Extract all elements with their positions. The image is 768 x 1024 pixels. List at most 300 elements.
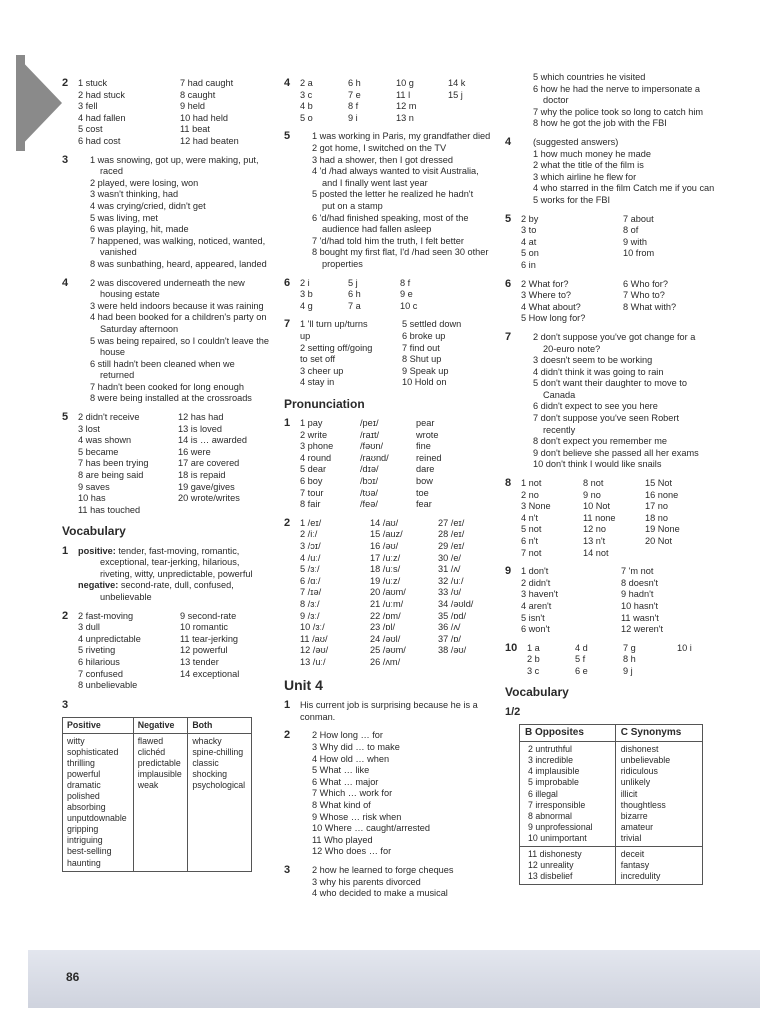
answer-line: 4 who decided to make a musical — [312, 888, 448, 899]
answer-line: 2 was discovered underneath the new — [90, 277, 245, 288]
answer-item: 4 What about? — [521, 301, 581, 312]
two-col-list — [300, 319, 502, 389]
exercise-number: 10 — [505, 641, 518, 654]
four-col-list — [300, 78, 502, 124]
answer-lines — [300, 700, 502, 723]
answer-line: Canada — [543, 389, 576, 400]
answer-line: 11 Who played — [312, 834, 373, 845]
answer-item: 9 second-rate — [180, 610, 237, 621]
answer-line: 8 don't expect you remember me — [533, 436, 668, 447]
three-col-list — [300, 278, 502, 313]
answer-item: dare — [416, 464, 435, 475]
answer-item: 11 /aʊ/ — [300, 633, 328, 644]
answer-item: 8 unbelievable — [78, 680, 138, 691]
answer-item: 6 e — [575, 666, 588, 677]
answer-item: 7 a — [348, 300, 361, 311]
answer-item: to set off — [300, 354, 336, 365]
answer-line: 3 doesn't seem to be working — [533, 355, 653, 366]
answer-line: 20-euro note? — [543, 343, 601, 354]
two-col-list — [521, 214, 727, 272]
answer-line: 6 didn't expect to see you here — [533, 401, 658, 412]
exercise-9 — [505, 566, 727, 636]
exercise-number: 2 — [62, 77, 69, 89]
answer-lines — [78, 155, 276, 271]
answer-item: 3 b — [300, 289, 313, 300]
answer-line: 2 played, were losing, won — [90, 177, 199, 188]
answer-item: 3 Where to? — [521, 290, 572, 301]
unit-exercise-2 — [284, 730, 502, 858]
answer-item: 5 /ɜː/ — [300, 564, 320, 575]
answer-line: 9 don't believe she passed all her exams — [533, 447, 699, 458]
answer-item: 33 /ʊ/ — [438, 587, 462, 598]
answer-line: house — [100, 347, 126, 358]
exercise-number: 7 — [505, 330, 512, 343]
exercise-number: 4 — [284, 77, 291, 89]
unit-4-heading: Unit 4 — [284, 676, 323, 693]
answer-item: 5 o — [300, 112, 313, 123]
exercise-5 — [62, 412, 276, 516]
answer-item: 9 hadn't — [621, 589, 654, 600]
answer-line: (suggested answers) — [533, 136, 619, 147]
answer-item: 2 i — [300, 277, 310, 288]
answer-item: 12 powerful — [180, 645, 228, 656]
answer-item: 7 not — [521, 547, 542, 558]
two-col-list — [78, 412, 276, 516]
answer-item: 11 tear-jerking — [180, 633, 239, 644]
answer-item: 4 b — [300, 101, 313, 112]
answer-item: 6 broke up — [402, 330, 446, 341]
answer-line: returned — [100, 370, 135, 381]
answer-item: 3 /ɔɪ/ — [300, 541, 321, 551]
answer-line: 8 bought my first flat, I'd /had seen 30 other — [312, 247, 489, 258]
answer-item: 31 /ʌ/ — [438, 564, 461, 575]
two-col-list — [521, 279, 727, 325]
answer-item: 8 What with? — [623, 301, 677, 312]
answer-item: toe — [416, 487, 429, 498]
answer-line: 7 happened, was walking, noticed, wanted, — [90, 235, 266, 246]
answer-item: 6 had cost — [78, 136, 121, 146]
exercise-number: 2 — [284, 729, 291, 742]
exercise-5 — [505, 214, 727, 272]
answer-item: 19 gave/gives — [178, 481, 235, 492]
answer-item: 10 g — [396, 78, 414, 88]
answer-line: 7 hadn't been cooked for long enough — [90, 381, 244, 392]
answer-line: 9 Whose … risk when — [312, 811, 402, 822]
answer-item: 9 no — [583, 489, 601, 500]
answer-item: 2 by — [521, 213, 539, 224]
answer-line: 5 was living, met — [90, 212, 158, 223]
answer-line: 3 which airline he flew for — [533, 171, 637, 182]
answer-item: 10 i — [677, 642, 692, 653]
answer-item: bow — [416, 476, 433, 487]
answer-line: 10 Where … caught/arrested — [312, 823, 430, 834]
answer-item: 13 is loved — [178, 423, 222, 434]
exercise-3 — [62, 155, 276, 271]
answer-lines — [300, 730, 502, 858]
exercise-6 — [505, 279, 727, 325]
answer-item: 7 had caught — [180, 78, 234, 88]
answer-line: doctor — [543, 95, 569, 106]
answer-item: 9 held — [180, 101, 206, 112]
answer-item: 2 didn't receive — [78, 412, 140, 423]
answer-line: 8 was sunbathing, heard, appeared, landed — [90, 258, 267, 269]
answer-item: 7 confused — [78, 668, 123, 679]
answer-item: 6 in — [521, 259, 536, 270]
answer-item: 7 /ɪə/ — [300, 587, 322, 598]
answer-item: 4 unpredictable — [78, 633, 141, 644]
answer-item: 28 /eɪ/ — [438, 529, 465, 540]
header-negative: Negative — [133, 717, 188, 733]
answer-item: 6 Who for? — [623, 278, 668, 289]
answer-line: housing estate — [100, 289, 160, 300]
answer-item: 4 /uː/ — [300, 552, 321, 563]
answer-item: 2 didn't — [521, 577, 551, 588]
answer-item: 4 round — [300, 452, 332, 463]
answer-item: /fəʊn/ — [360, 441, 384, 452]
answer-line: vanished — [100, 247, 137, 258]
answer-item: 8 fair — [300, 499, 321, 510]
opposites-cell: 11 dishonesty 12 unreality 13 disbelief — [520, 846, 616, 884]
answer-item: 9 j — [623, 666, 633, 677]
answer-line: exceptional, tear-jerking, hilarious, — [100, 557, 240, 568]
answer-lines — [300, 131, 502, 270]
answer-line: 2 How long … for — [312, 730, 383, 741]
exercise-4 — [505, 137, 727, 207]
answer-line: 3 Why did … to make — [312, 742, 400, 753]
answer-item: 2 had stuck — [78, 89, 125, 100]
negative-label: negative: — [78, 580, 119, 591]
answer-line: 4 was crying/cried, didn't get — [90, 200, 206, 211]
three-col-list — [300, 418, 502, 511]
answer-item: 11 none — [583, 512, 616, 523]
answer-item: 20 /aʊm/ — [370, 587, 406, 598]
answer-line: 5 works for the FBI — [533, 194, 611, 205]
answer-item: 10 romantic — [180, 622, 229, 633]
positive-label: positive: — [78, 545, 116, 556]
answer-item: 2 fast-moving — [78, 610, 134, 621]
answer-item: 20 Not — [645, 536, 673, 547]
answer-item: 5 How long for? — [521, 313, 586, 324]
pronunciation-heading: Pronunciation — [284, 396, 365, 411]
answer-line: raced — [100, 166, 123, 177]
answer-line: His current job is surprising because he is a — [300, 700, 478, 711]
answer-item: 6 n't — [521, 536, 539, 547]
answer-item: 5 isn't — [521, 612, 545, 623]
answer-line: riveting, witty, unpredictable, powerful — [100, 568, 253, 579]
answer-line: 2 how he learned to forge cheques — [312, 864, 454, 875]
vocabulary-heading: Vocabulary — [505, 684, 569, 699]
positive-negative-table — [62, 717, 252, 872]
answer-line: 2 don't suppose you've got change for a — [533, 331, 696, 342]
answer-item: /dɪə/ — [360, 464, 379, 475]
answer-item: 14 not — [583, 547, 609, 558]
answer-item: 8 f — [400, 277, 411, 288]
answer-item: 5 riveting — [78, 645, 116, 656]
exercise-number: 5 — [284, 130, 291, 143]
column-1 — [62, 78, 276, 879]
synonyms-cell: dishonest unbelievable ridiculous unlikely illicit thoughtless bizarre amateur trivial — [615, 742, 702, 847]
answer-line: 12 Who does … for — [312, 846, 392, 857]
answer-item: 3 None — [521, 501, 551, 512]
answer-lines — [521, 332, 727, 471]
answer-item: 3 phone — [300, 441, 334, 452]
negative-words: second-rate, dull, confused, — [120, 580, 234, 591]
answer-item: 17 no — [645, 501, 668, 512]
answer-line: 7 don't suppose you've seen Robert — [533, 413, 680, 424]
header-opposites: B Opposites — [520, 724, 616, 742]
answer-item: 3 fell — [78, 101, 98, 112]
answer-line: 8 were being installed at the crossroads — [90, 393, 252, 404]
answer-line: 8 What kind of — [312, 799, 371, 810]
synonyms-cell: deceit fantasy incredulity — [615, 846, 702, 884]
two-col-list — [78, 611, 276, 692]
answer-item: 32 /uː/ — [438, 575, 464, 586]
answer-line: 7 'd/had told him the truth, I felt better — [312, 235, 464, 246]
answer-item: 3 c — [300, 89, 313, 100]
answer-line: and I finally went last year — [322, 177, 428, 188]
answer-item: 27 /eɪ/ — [438, 517, 465, 528]
negative-cell: flawed clichéd predictable implausible weak — [133, 733, 188, 871]
answer-item: 12 weren't — [621, 624, 664, 635]
answer-item: 1 pay — [300, 418, 323, 429]
answer-line: put on a stamp — [322, 200, 383, 211]
three-col-list — [521, 478, 727, 559]
answer-line: 3 had a shower, then I got dressed — [312, 154, 453, 165]
answer-item: 11 beat — [180, 124, 210, 135]
answer-item: 10 /ɜː/ — [300, 622, 325, 633]
answer-line: 4 'd /had always wanted to visit Australia, — [312, 166, 479, 177]
exercise-3-continued — [505, 72, 727, 130]
answer-item: 12 no — [583, 524, 606, 535]
answer-line: recently — [543, 424, 576, 435]
answer-line — [78, 580, 276, 592]
answer-item: 12 /əʊ/ — [300, 645, 329, 656]
answer-item: 8 of — [623, 225, 639, 236]
answer-item: 18 no — [645, 512, 668, 523]
answer-item: /bɔɪ/ — [360, 476, 379, 487]
exercise-2 — [62, 78, 276, 148]
answer-item: 9 saves — [78, 481, 110, 492]
table-header-row — [520, 724, 703, 742]
answer-item: 8 h — [623, 654, 636, 665]
answer-item: reined — [416, 452, 442, 463]
table-row — [63, 733, 252, 871]
answer-line: 3 wasn't thinking, had — [90, 189, 179, 200]
answer-item: 18 /uːs/ — [370, 564, 401, 575]
table-row — [520, 846, 703, 884]
answer-line: 5 which countries he visited — [533, 72, 646, 82]
answer-item: wrote — [416, 429, 439, 440]
answer-line: 1 was snowing, got up, were making, put, — [90, 154, 259, 165]
answer-item: 8 Shut up — [402, 354, 442, 365]
answer-line: 4 How old … when — [312, 753, 390, 764]
header-positive: Positive — [63, 717, 134, 733]
answer-line: conman. — [300, 711, 336, 722]
answer-line: 3 why his parents divorced — [312, 876, 421, 887]
answer-item: 8 doesn't — [621, 577, 659, 588]
answer-line: 5 don't want their daughter to move to — [533, 378, 687, 389]
answer-item: 13 /uː/ — [300, 657, 326, 667]
answer-item: 11 has touched — [78, 504, 141, 515]
exercise-number: 1 — [284, 699, 291, 712]
answer-item: 2 b — [527, 654, 540, 665]
answer-item: 15 j — [448, 89, 463, 100]
answer-item: 7 Who to? — [623, 290, 665, 301]
exercise-number: 9 — [505, 565, 512, 578]
answer-item: 2 write — [300, 429, 328, 440]
answer-item: 9 Speak up — [402, 365, 449, 376]
answer-item: 4 d — [575, 642, 588, 653]
answer-item: 10 has — [78, 493, 106, 504]
answer-line: 6 still hadn't been cleaned when we — [90, 358, 235, 369]
answer-item: 12 m — [396, 101, 417, 112]
answer-item: 2 /iː/ — [300, 529, 318, 540]
answer-item: 1 /eɪ/ — [300, 517, 322, 528]
answer-line: 6 'd/had finished speaking, most of the — [312, 212, 469, 223]
answer-item: 4 stay in — [300, 377, 335, 388]
three-col-list — [300, 518, 502, 669]
answer-line: 4 had been booked for a children's party on — [90, 312, 267, 323]
answer-item: 3 lost — [78, 423, 100, 434]
answer-item: 10 Hold on — [402, 377, 447, 388]
answer-item: 8 are being said — [78, 470, 144, 481]
exercise-number: 6 — [505, 277, 512, 290]
page-tab-arrow — [16, 55, 62, 151]
answer-item: 12 had beaten — [180, 136, 239, 146]
answer-item: 3 to — [521, 225, 537, 236]
answer-line: 6 was playing, hit, made — [90, 224, 189, 235]
answer-item: 9 with — [623, 236, 648, 247]
answer-item: 2 What for? — [521, 278, 569, 289]
answer-item: 7 e — [348, 89, 361, 100]
answer-item: 6 h — [348, 78, 361, 88]
answer-line: 5 was being repaired, so I couldn't leave the — [90, 335, 269, 346]
answer-line: 1 was working in Paris, my grandfather died — [312, 131, 491, 142]
answer-item: 4 at — [521, 236, 537, 247]
vocabulary-subheading: 1/2 — [505, 705, 521, 718]
exercise-number: 3 — [62, 698, 69, 711]
answer-item: 8 f — [348, 101, 359, 112]
answer-item: 22 /ɒm/ — [370, 610, 401, 621]
answer-line: 3 were held indoors because it was raining — [90, 300, 264, 311]
exercise-4 — [284, 78, 502, 124]
answer-item: 6 hilarious — [78, 656, 120, 667]
answer-item: 4 g — [300, 300, 313, 311]
answer-item: up — [300, 330, 311, 341]
answer-item: 29 /eɪ/ — [438, 541, 465, 551]
answer-item: 5 became — [78, 446, 119, 457]
answer-item: 10 had held — [180, 112, 229, 123]
table-row — [520, 742, 703, 847]
answer-item: 7 tour — [300, 487, 324, 498]
exercise-number: 1 — [62, 544, 69, 557]
answer-item: 17 /uːz/ — [370, 552, 401, 563]
answer-item: 7 g — [623, 642, 636, 653]
header-both: Both — [188, 717, 252, 733]
answer-item: 1 don't — [521, 566, 549, 577]
both-cell: whacky spine-chilling classic shocking psychological — [188, 733, 252, 871]
pron-exercise-1 — [284, 418, 502, 511]
exercise-number: 8 — [505, 477, 512, 490]
answer-line: Saturday afternoon — [100, 323, 179, 334]
answer-line: 6 What … major — [312, 776, 379, 787]
answer-line: 1 how much money he made — [533, 148, 651, 159]
answer-item: 21 /uːm/ — [370, 599, 404, 609]
answer-item: 3 haven't — [521, 589, 559, 600]
answer-line: audience had fallen asleep — [322, 224, 432, 235]
exercise-4 — [62, 278, 276, 406]
answer-item: 2 no — [521, 489, 539, 500]
answer-item: /peɪ/ — [360, 418, 379, 429]
answer-item: 1 a — [527, 642, 540, 653]
exercise-number: 5 — [62, 411, 69, 424]
answer-item: 17 are covered — [178, 458, 240, 469]
answer-item: 10 Not — [583, 501, 611, 512]
answer-item: 7 about — [623, 213, 654, 224]
answer-item: 38 /əʊ/ — [438, 645, 467, 656]
answer-item: 3 dull — [78, 622, 100, 633]
answer-item: 10 hasn't — [621, 601, 659, 612]
pron-exercise-2 — [284, 518, 502, 669]
answer-item: 15 /auz/ — [370, 529, 403, 540]
answer-line: 4 who starred in the film Catch me if you can — [533, 183, 715, 194]
opposites-cell: 2 untruthful 3 incredible 4 implausible 5 improbable 6 illegal 7 irresponsible 8 abnormal 9 unprofessional 10 unimportant — [520, 742, 616, 847]
answer-line: 7 Which … work for — [312, 788, 393, 799]
answer-item: 5 j — [348, 277, 358, 288]
answer-item: 16 were — [178, 446, 211, 457]
answer-item: 10 c — [400, 300, 418, 311]
answer-item: 9 e — [400, 289, 413, 300]
answer-lines — [521, 137, 727, 207]
positive-cell: witty sophisticated thrilling powerful dramatic polished absorbing unputdownable gripping intriguing best-selling haunting — [63, 733, 134, 871]
answer-item: 24 /əʊl/ — [370, 633, 401, 644]
answer-item: 6 boy — [300, 476, 323, 487]
answer-item: 14 exceptional — [180, 668, 240, 679]
answer-item: 5 not — [521, 524, 542, 535]
vocab-exercise-1 — [62, 546, 276, 604]
two-col-list — [521, 566, 727, 636]
two-col-list — [78, 78, 276, 148]
answer-item: /raʊnd/ — [360, 452, 389, 463]
column-3 — [505, 72, 727, 885]
answer-lines — [300, 865, 502, 900]
answer-item: 1 not — [521, 478, 542, 489]
header-synonyms: C Synonyms — [615, 724, 702, 742]
answer-item: 11 l — [396, 89, 411, 100]
answer-item: 23 /ɒl/ — [370, 622, 396, 633]
answer-item: 5 on — [521, 248, 539, 259]
answer-item: 13 tender — [180, 656, 219, 667]
answer-item: 5 dear — [300, 464, 327, 475]
answer-item: 7 find out — [402, 342, 440, 353]
exercise-number: 3 — [284, 863, 291, 876]
answer-item: 5 settled down — [402, 319, 462, 330]
answer-item: 16 /əʊ/ — [370, 541, 399, 551]
answer-item: /tʊə/ — [360, 487, 378, 498]
answer-line: 2 got home, I switched on the TV — [312, 142, 447, 153]
answer-item: 3 c — [527, 666, 540, 677]
answer-item: 8 caught — [180, 89, 216, 100]
answer-item: 7 'm not — [621, 566, 654, 577]
answer-item: 6 /ɑː/ — [300, 575, 321, 586]
answer-item: 30 /e/ — [438, 552, 461, 563]
answer-item: 13 n — [396, 112, 414, 123]
unit-exercise-3 — [284, 865, 502, 900]
exercise-number: 5 — [505, 212, 512, 225]
answer-item: 35 /ɒd/ — [438, 610, 467, 621]
answer-item: 25 /əʊm/ — [370, 645, 406, 656]
table-header-row — [63, 717, 252, 733]
